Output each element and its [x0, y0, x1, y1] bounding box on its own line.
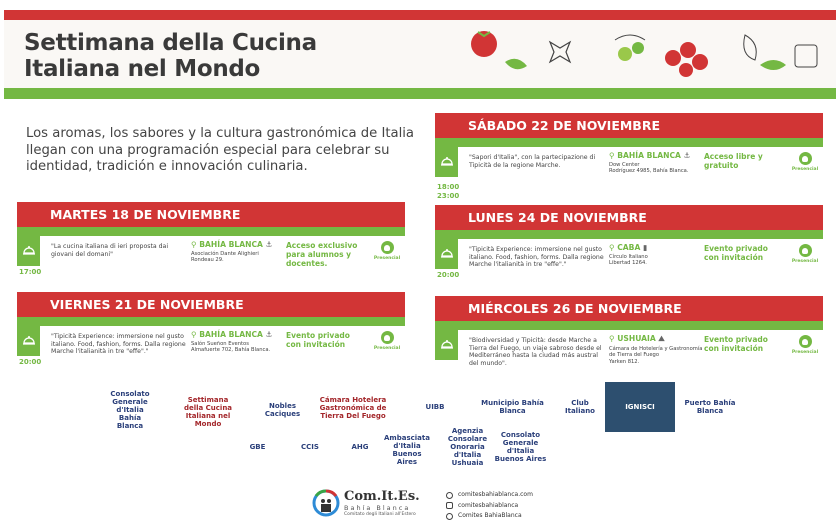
person-icon — [381, 331, 394, 344]
mode-label: Presencial — [373, 346, 401, 351]
venue-address: Yarken 812. — [609, 358, 640, 365]
access-info: Evento privado con invitación — [286, 331, 350, 350]
comites-emblem-icon — [312, 488, 340, 518]
sponsor-logos — [100, 382, 740, 470]
event-description: "Tipicità Experience: immersione nel gusto italiano. Food, fashion, forms. Dalla regione Marche l'italianità in tre "effe"." — [51, 333, 186, 356]
access-info: Evento privado con invitación — [704, 244, 768, 263]
venue-address: Rodríguez 4985, Bahía Blanca. — [609, 168, 689, 175]
venue-address: Rondeau 29. — [191, 257, 224, 264]
city-name: CABA — [617, 243, 641, 252]
sponsor-logo: IGNISCI — [605, 382, 675, 432]
event-day: VIERNES 21 DE NOVIEMBRE — [17, 292, 405, 317]
mode-label: Presencial — [791, 259, 819, 264]
food-illustration — [460, 20, 840, 88]
cloche-icon — [17, 236, 40, 266]
event-location — [609, 243, 709, 267]
title-line-2: Italiana nel Mondo — [24, 56, 261, 82]
comites-name: Com.It.Es. — [344, 489, 420, 504]
map-pin-icon: ⚲ — [609, 334, 615, 343]
sponsor-logo: CCIS — [301, 443, 319, 451]
access-info: Acceso exclusivo para alumnos y docentes. — [286, 241, 358, 269]
city-name: BAHÍA BLANCA — [199, 240, 263, 249]
start-time: 18:00 — [437, 183, 460, 191]
mode-label: Presencial — [791, 167, 819, 172]
mountain-icon: ⛰ — [658, 334, 665, 343]
event-location — [191, 240, 291, 264]
flag-red-bar — [4, 10, 836, 20]
green-strip — [435, 138, 823, 147]
venue-name: Cámara de Hotelería y Gastronomía de Tierra del Fuego — [609, 346, 703, 359]
presencial-badge — [789, 335, 821, 355]
venue-address: Libertad 1264. — [609, 260, 647, 267]
cloche-icon — [435, 239, 458, 269]
venue-name: Dow Center — [609, 162, 640, 168]
website-link[interactable]: comitesbahiablanca.com — [458, 491, 533, 498]
city-name: BAHÍA BLANCA — [617, 151, 681, 160]
venue-name: Asociación Dante Alighieri — [191, 251, 259, 257]
presencial-badge — [789, 152, 821, 172]
anchor-icon: ⚓ — [265, 330, 273, 339]
sponsor-logo: Consolato Generale d'Italia Bahía Blanca — [110, 390, 150, 430]
sponsor-logo: Settimana della Cucina Italiana nel Mondo — [183, 396, 233, 428]
person-icon — [799, 244, 812, 257]
comites-tagline: Comitato degli Italiani all'Estero — [344, 512, 416, 517]
city-name: BAHÍA BLANCA — [199, 330, 263, 339]
sponsor-logo: AHG — [351, 443, 369, 451]
event-description: "Sapori d'Italia", con la partecipazione di Tipicità de la regione Marche. — [469, 154, 596, 169]
end-time: 23:00 — [437, 192, 460, 200]
intro-text: Los aromas, los sabores y la cultura gastronómica de Italia llegan con una programación especial para celebrar su identidad, tradición e innovación culinaria. — [26, 126, 415, 174]
sponsor-logo: GBE — [249, 443, 266, 451]
contact-list — [446, 490, 533, 522]
presencial-badge — [371, 331, 403, 351]
globe-icon — [446, 492, 453, 499]
event-time — [19, 358, 41, 367]
facebook-icon — [446, 513, 453, 520]
start-time: 17:00 — [19, 268, 42, 276]
start-time: 20:00 — [437, 271, 460, 279]
comites-logo — [312, 488, 420, 518]
sponsor-logo: Nobles Caciques — [264, 402, 301, 418]
green-strip — [17, 227, 405, 236]
event-time — [437, 183, 459, 201]
comites-city: Bahía Blanca — [344, 504, 411, 512]
sponsor-logo: Consolato Generale d'Italia Buenos Aires — [494, 431, 547, 463]
person-icon — [799, 335, 812, 348]
person-icon — [381, 241, 394, 254]
green-strip — [435, 230, 823, 239]
access-info: Evento privado con invitación — [704, 335, 768, 354]
green-strip — [435, 321, 823, 330]
event-location — [191, 330, 291, 354]
event-time — [19, 268, 41, 277]
page-title — [24, 30, 317, 82]
event-day: LUNES 24 DE NOVIEMBRE — [435, 205, 823, 230]
presencial-badge — [371, 241, 403, 261]
anchor-icon: ⚓ — [265, 240, 273, 249]
event-day: MIÉRCOLES 26 DE NOVIEMBRE — [435, 296, 823, 321]
title-line-1: Settimana della Cucina — [24, 30, 317, 56]
mode-label: Presencial — [373, 256, 401, 261]
anchor-icon: ⚓ — [683, 151, 691, 160]
start-time: 20:00 — [19, 358, 42, 366]
cloche-icon — [435, 330, 458, 360]
event-day: SÁBADO 22 DE NOVIEMBRE — [435, 113, 823, 138]
sponsor-logo: Ambasciata d'Italia Buenos Aires — [384, 433, 430, 466]
cloche-icon — [17, 326, 40, 356]
event-description: "Biodiversidad y Tipicità: desde Marche a Tierra del Fuego, un viaje sabroso desde el Mediterráneo hasta la ciudad más austral del mundo". — [469, 337, 602, 367]
city-name: USHUAIA — [617, 334, 656, 343]
sponsor-logo: Club Italiano — [565, 399, 595, 415]
venue-name: Salón Sueñon Eventos — [191, 341, 249, 347]
map-pin-icon: ⚲ — [191, 240, 197, 249]
instagram-icon — [446, 502, 453, 509]
map-pin-icon: ⚲ — [609, 243, 615, 252]
green-strip — [17, 317, 405, 326]
sponsor-logo: Cámara Hotelera Gastronómica de Tierra Del Fuego — [319, 395, 387, 420]
person-icon — [799, 152, 812, 165]
facebook-link[interactable]: Comites BahiaBlanca — [458, 512, 522, 519]
obelisk-icon: ▮ — [643, 243, 648, 252]
event-day: MARTES 18 DE NOVIEMBRE — [17, 202, 405, 227]
map-pin-icon: ⚲ — [609, 151, 615, 160]
event-location — [609, 334, 709, 365]
sponsor-logo: Agenzia Consolare Onoraria d'Italia Ushuaia — [447, 427, 488, 467]
flag-green-bar — [4, 88, 836, 99]
presencial-badge — [789, 244, 821, 264]
venue-address: Almafuerte 702, Bahía Blanca. — [191, 347, 271, 354]
venue-name: Círculo Italiano — [609, 254, 648, 260]
mode-label: Presencial — [791, 350, 819, 355]
event-location — [609, 151, 709, 175]
cloche-icon — [435, 147, 458, 177]
sponsor-logo: Puerto Bahía Blanca — [684, 399, 736, 415]
event-time — [437, 271, 459, 280]
sponsor-logo: Municipio Bahía Blanca — [481, 399, 544, 415]
event-description: "Tipicità Experience: immersione nel gusto italiano. Food, fashion, forms. Dalla regione Marche l'italianità in tre "effe"." — [469, 246, 604, 269]
map-pin-icon: ⚲ — [191, 330, 197, 339]
sponsor-logo: UIBB — [425, 403, 445, 411]
event-description: "La cucina italiana di ieri proposta dai giovani del domani" — [51, 243, 169, 258]
instagram-link[interactable]: comitesbahiablanca — [458, 501, 519, 509]
access-info: Acceso libre y gratuito — [704, 152, 763, 171]
